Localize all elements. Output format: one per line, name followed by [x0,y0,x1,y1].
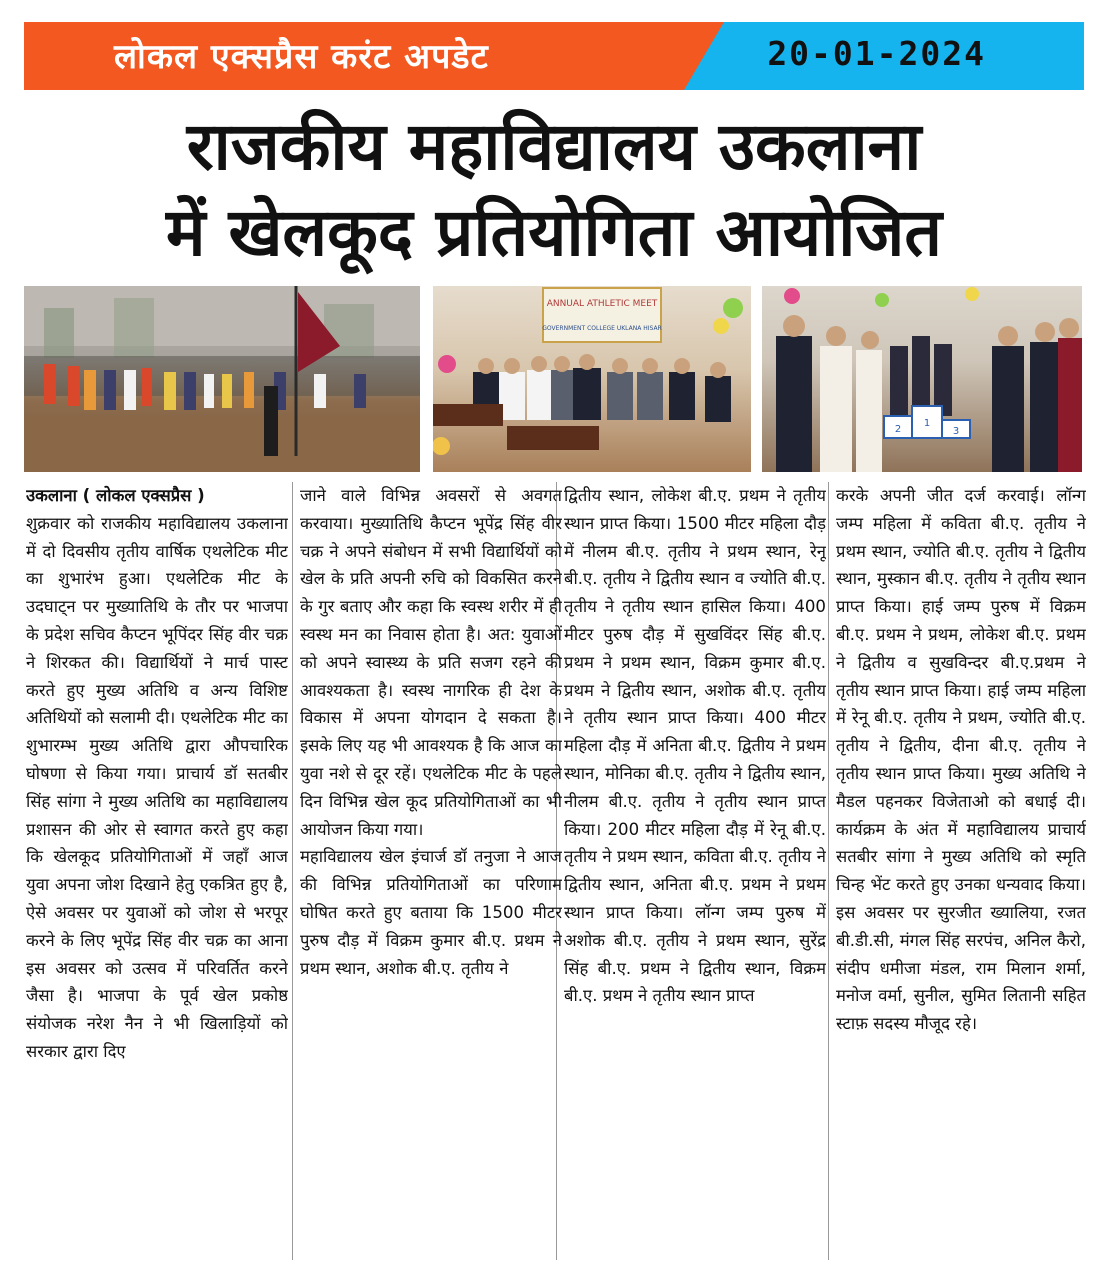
article-column-1 [26,482,288,1260]
banner-text-2: GOVERNMENT COLLEGE UKLANA HISAR [542,325,662,332]
article-column-2-para-1: जाने वाले विभिन्न अवसरों से अवगत करवाया। मुख्यातिथि कैप्टन भूपेंद्र सिंह वीर चक्र ने अपने संबोधन में सभी विद्यार्थियों को खेल के प्रति अपनी रुचि को विकसित करने के गुर बताए और कहा कि स्वस्थ शरीर में ही स्वस्थ मन का निवास होता है। अत: युवाओं को अपने स्वास्थ्य के प्रति सजग रहने की आवश्यकता है। स्वस्थ नागरिक ही देश के विकास में अपना योगदान दे सकता है। इसके लिए यह भी आवश्यक है कि आज का युवा नशे से दूर रहें। एथलेटिक मीट के पहले दिन विभिन्न खेल कूद प्रतियोगिताओं का भी आयोजन किया गया। [300,486,562,839]
article-column-1-text: शुक्रवार को राजकीय महाविद्यालय उकलाना में दो दिवसीय तृतीय वार्षिक एथलेटिक मीट का शुभारंभ हुआ। एथलेटिक मीट के उदघाट्न पर मुख्यातिथि के तौर पर भाजपा के प्रदेश सचिव कैप्टन भूपिंदर सिंह वीर चक्र ने शिरकत की। विद्यार्थियों ने मार्च पास्ट करते हुए मुख्य अतिथि व अन्य विशिष्ट अतिथियों को सलामी दी। एथलेटिक मीट का शुभारम्भ मुख्य अतिथि द्वारा औपचारिक घोषणा से किया गया। प्राचार्य डॉ सतबीर सिंह सांगा ने मुख्य अतिथि का महाविद्यालय प्रशासन की ओर से स्वागत करते हुए कहा कि खेलकूद प्रतियोगिताओं में जहाँ आज युवा अपना जोश दिखाने हेतु एकत्रित हुए है, ऐसे अवसर पर युवाओं को जोश से भरपूर करने के लिए भूपेंद्र सिंह वीर चक्र का आना इस अवसर को उत्सव में परिवर्तित करने जैसा है। भाजपा के पूर्व खेल प्रकोष्ठ संयोजक नरेश नैन ने भी खिलाड़ियों को सरकार द्वारा दिए [26,513,288,1061]
article-column-4 [836,482,1086,1260]
column-divider [828,482,829,1260]
column-divider [292,482,293,1260]
article-column-2-para-2: महाविद्यालय खेल इंचार्ज डॉ तनुजा ने आज की विभिन्न प्रतियोगिताओं का परिणाम घोषित करते हुए बताया कि 1500 मीटर पुरुष दौड़ में विक्रम कुमार बी.ए. प्रथम ने प्रथम स्थान, अशोक बी.ए. तृतीय ने [300,847,562,978]
podium-label-2: 2 [894,424,902,435]
headline-line-1: राजकीय महाविद्यालय उकलाना [186,108,922,185]
article-column-3 [564,482,826,1260]
photo-guests-seated [433,286,751,472]
article-column-3-text: द्वितीय स्थान, लोकेश बी.ए. प्रथम ने तृतीय स्थान प्राप्त किया। 1500 मीटर महिला दौड़ में नीलम बी.ए. तृतीय ने प्रथम स्थान, रेनू बी.ए. तृतीय ने द्वितीय स्थान व ज्योति बी.ए. तृतीय ने तृतीय स्थान हासिल किया। 400 मीटर पुरुष दौड़ में सुखविंदर सिंह बी.ए. प्रथम ने प्रथम स्थान, विक्रम कुमार बी.ए. प्रथम ने द्वितीय स्थान, अशोक बी.ए. तृतीय ने तृतीय स्थान प्राप्त किया। 400 मीटर महिला दौड़ में अनिता बी.ए. द्वितीय ने प्रथम स्थान, मोनिका बी.ए. तृतीय ने द्वितीय स्थान, नीलम बी.ए. तृतीय ने तृतीय स्थान प्राप्त किया। 200 मीटर महिला दौड़ में रेनू बी.ए. तृतीय ने प्रथम स्थान, कविता बी.ए. तृतीय ने द्वितीय स्थान, अनिता बी.ए. प्रथम ने प्रथम स्थान प्राप्त किया। लॉन्ग जम्प पुरुष में अशोक बी.ए. तृतीय ने प्रथम स्थान, सुरेंद्र सिंह बी.ए. प्रथम ने द्वितीय स्थान, विक्रम बी.ए. प्रथम ने तृतीय स्थान प्राप्त [564,486,826,1006]
podium-label-1: 1 [923,418,931,429]
photo-podium-ceremony [762,286,1082,472]
banner-label: लोकल एक्सप्रैस करंट अपडेट [114,37,489,77]
banner-text-1: ANNUAL ATHLETIC MEET [546,299,658,309]
photo-march-past [24,286,420,472]
article-dateline: उकलाना ( लोकल एक्सप्रैस ) [26,486,205,505]
article-column-4-text: करके अपनी जीत दर्ज करवाई। लॉन्ग जम्प महिला में कविता बी.ए. तृतीय ने प्रथम स्थान, ज्योति बी.ए. तृतीय ने द्वितीय स्थान, मुस्कान बी.ए. तृतीय ने तृतीय स्थान प्राप्त किया। हाई जम्प पुरुष में विक्रम बी.ए. प्रथम ने प्रथम, लोकेश बी.ए. प्रथम ने द्वितीय व सुखविन्दर बी.ए.प्रथम ने तृतीय स्थान प्राप्त किया। हाई जम्प महिला में रेनू बी.ए. तृतीय ने प्रथम, ज्योति बी.ए. तृतीय ने द्वितीय, दीना बी.ए. तृतीय ने तृतीय स्थान प्राप्त किया। मुख्य अतिथि ने मैडल पहनकर विजेताओ को बधाई दी। कार्यक्रम के अंत में महाविद्यालय प्राचार्य सतबीर सांगा ने मुख्य अतिथि को स्मृति चिन्ह भेंट करते हुए उनका धन्यवाद किया। इस अवसर पर सुरजीत ख्यालिया, रजत बी.डी.सी, मंगल सिंह सरपंच, अनिल कैरो, संदीप धमीजा मंडल, राम मिलान शर्मा, मनोज वर्मा, सुनील, सुमित लितानी सहित स्टाफ़ सदस्य मौजूद रहे। [836,486,1086,1034]
headline [24,104,1084,276]
guests-illustration [433,286,751,472]
banner-date: 20-01-2024 [767,34,986,73]
article-column-2 [300,482,562,1260]
podium-illustration [762,286,1082,472]
headline-line-2: में खेलकूद प्रतियोगिता आयोजित [166,194,942,271]
march-past-illustration [24,286,420,472]
top-banner [24,22,1084,90]
photo-strip [24,286,1082,472]
podium-label-3: 3 [952,426,960,437]
